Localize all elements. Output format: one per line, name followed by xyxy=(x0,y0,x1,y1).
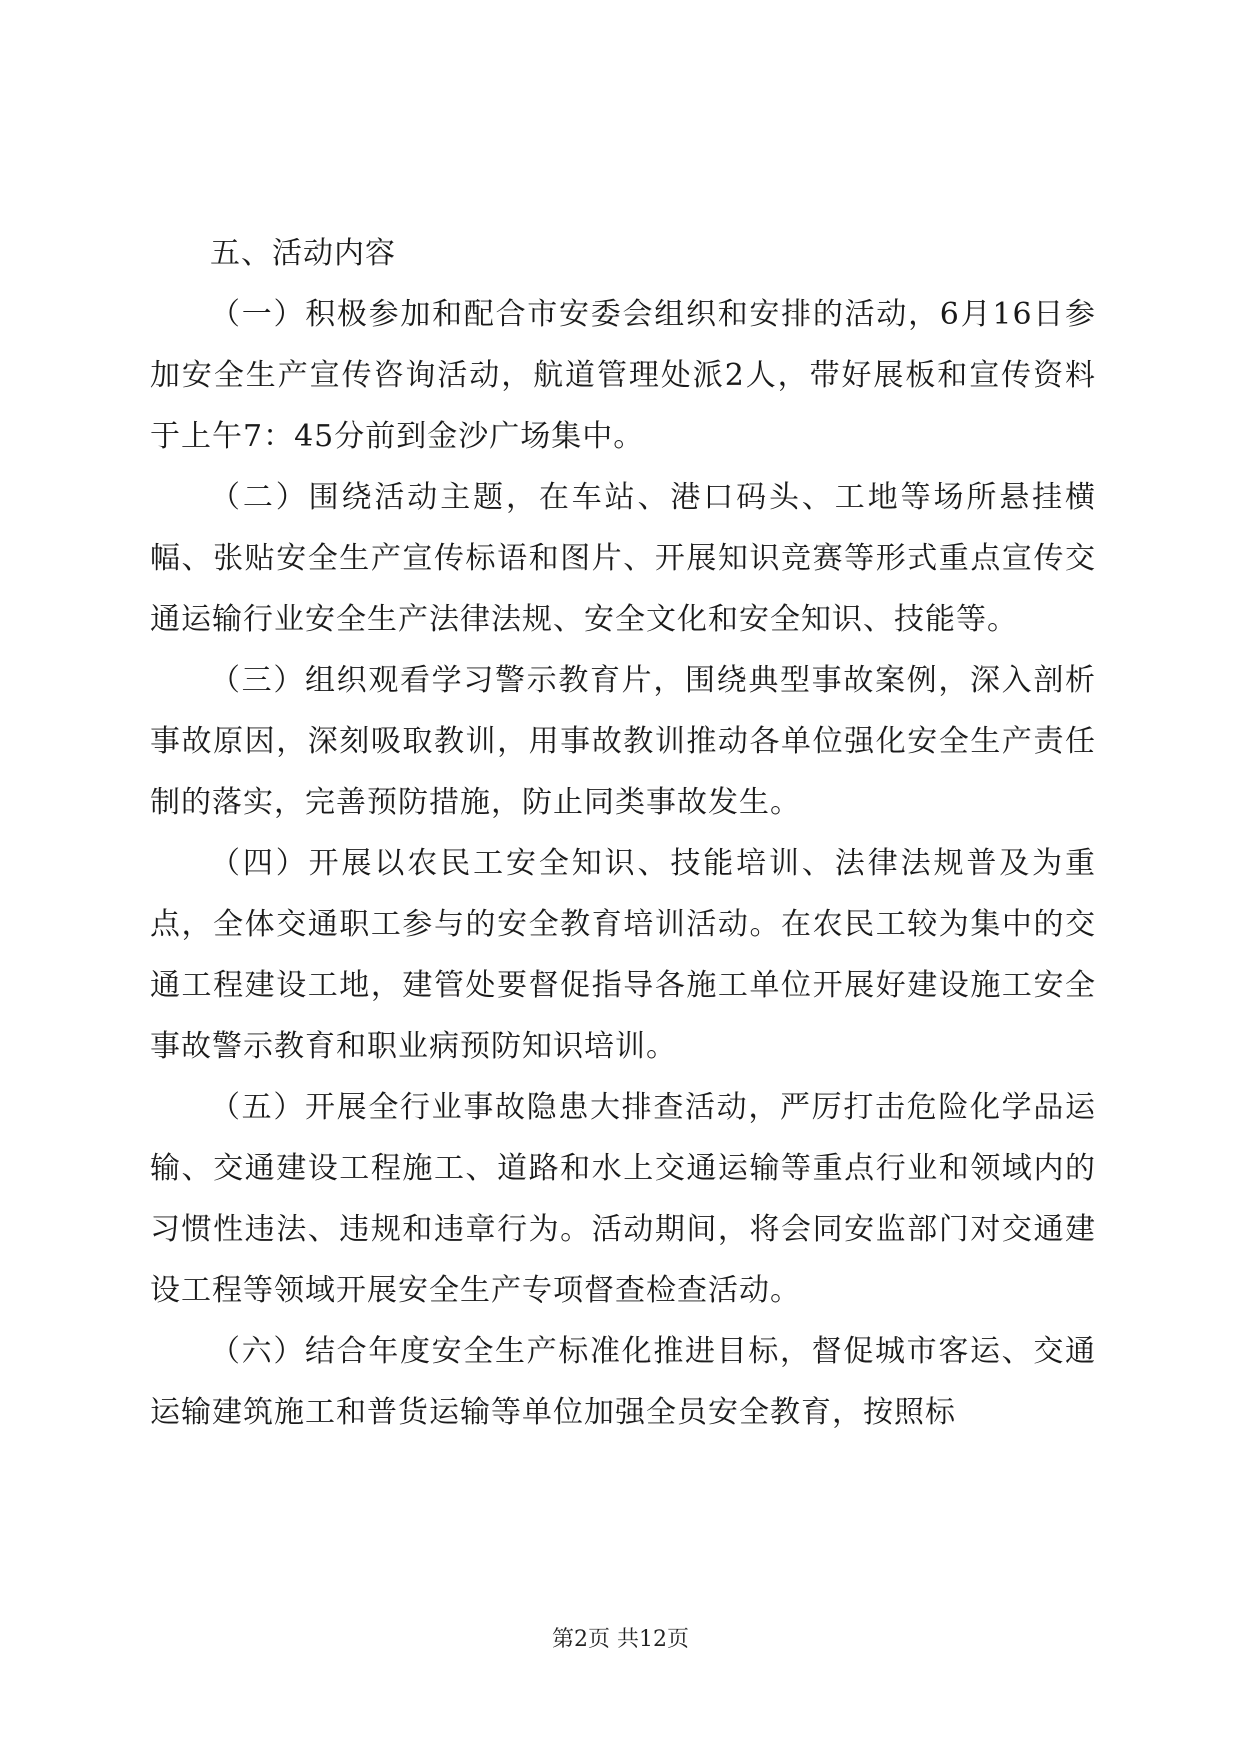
page-number: 第2页 共12页 xyxy=(552,1627,689,1652)
paragraph-2: （二）围绕活动主题，在车站、港口码头、工地等场所悬挂横幅、张贴安全生产宣传标语和图片、开展知识竞赛等形式重点宣传交通运输行业安全生产法律法规、安全文化和安全知识、技能等。 xyxy=(150,480,1096,637)
page-footer xyxy=(0,1625,1241,1655)
document-body xyxy=(150,223,1096,1443)
paragraph-1: （一）积极参加和配合市安委会组织和安排的活动，6月16日参加安全生产宣传咨询活动，航道管理处派2人，带好展板和宣传资料于上午7：45分前到金沙广场集中。 xyxy=(150,297,1096,454)
paragraph-4: （四）开展以农民工安全知识、技能培训、法律法规普及为重点，全体交通职工参与的安全教育培训活动。在农民工较为集中的交通工程建设工地，建管处要督促指导各施工单位开展好建设施工安全事故警示教育和职业病预防知识培训。 xyxy=(150,846,1096,1064)
section-heading: 五、活动内容 xyxy=(210,236,396,271)
paragraph-3: （三）组织观看学习警示教育片，围绕典型事故案例，深入剖析事故原因，深刻吸取教训，用事故教训推动各单位强化安全生产责任制的落实，完善预防措施，防止同类事故发生。 xyxy=(150,663,1096,820)
paragraph-6: （六）结合年度安全生产标准化推进目标，督促城市客运、交通运输建筑施工和普货运输等单位加强全员安全教育，按照标 xyxy=(150,1334,1096,1430)
paragraph-5: （五）开展全行业事故隐患大排查活动，严厉打击危险化学品运输、交通建设工程施工、道路和水上交通运输等重点行业和领域内的习惯性违法、违规和违章行为。活动期间，将会同安监部门对交通建设工程等领域开展安全生产专项督查检查活动。 xyxy=(150,1090,1096,1308)
